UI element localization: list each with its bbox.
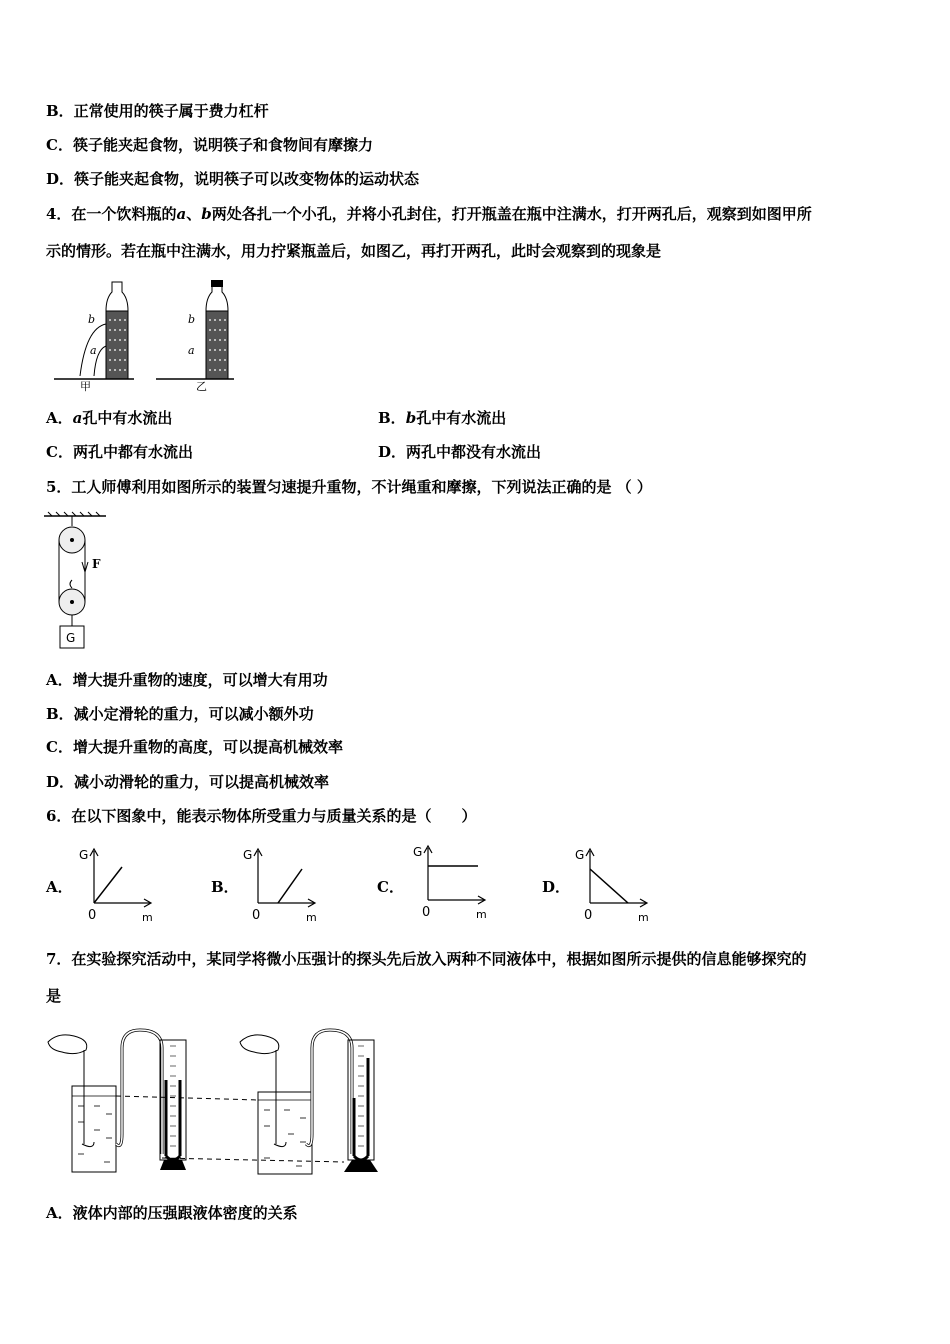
bottle-jia [54, 282, 134, 379]
q6-graph-b [242, 843, 322, 923]
q4-bottles-figure [50, 276, 250, 392]
fig-label-b-jia: b [88, 313, 96, 326]
axis-y-label: G [413, 845, 423, 859]
q7-pressure-gauge-figure [44, 1024, 394, 1182]
axis-x-label: m [638, 911, 649, 924]
q4-stem-line2: 示的情形。若在瓶中注满水，用力拧紧瓶盖后，如图乙，再打开两孔，此时会观察到的现象是 [46, 242, 662, 260]
q3-option-d: D．筷子能夹起食物，说明筷子可以改变物体的运动状态 [46, 170, 420, 188]
q5-option-c: C．增大提升重物的高度，可以提高机械效率 [46, 738, 343, 756]
q4-option-a-post: 孔中有水流出 [82, 409, 173, 427]
q6-graph-d [574, 843, 654, 923]
q4-option-a [46, 408, 172, 428]
axis-x-label: m [306, 911, 317, 924]
axis-y-label: G [79, 848, 89, 862]
q4-sep: 、 [186, 205, 202, 223]
axis-x-label: m [476, 908, 487, 921]
axis-origin: 0 [252, 908, 261, 923]
q4-option-d: D．两孔中都没有水流出 [378, 443, 542, 461]
q6-label-a: A． [46, 878, 73, 896]
q7-stem-line1: 7．在实验探究活动中，某同学将微小压强计的探头先后放入两种不同液体中，根据如图所示提供的信息能够探究的 [46, 950, 807, 968]
q6-label-b: B． [211, 878, 239, 896]
apparatus-right [240, 1030, 378, 1174]
fig-label-a-yi: a [188, 344, 195, 357]
q6-label-d: D． [542, 878, 571, 896]
q5-stem: 5．工人师傅利用如图所示的装置匀速提升重物，不计绳重和摩擦，下列说法正确的是 （ ） [46, 478, 652, 496]
q5-option-b: B．减小定滑轮的重力，可以减小额外功 [46, 705, 314, 723]
q7-stem-line2: 是 [46, 987, 62, 1005]
q5-option-d: D．减小动滑轮的重力，可以提高机械效率 [46, 773, 330, 791]
q4-var-b: b [201, 205, 212, 223]
q4-option-a-var: a [72, 409, 83, 427]
q4-option-c: C．两孔中都有水流出 [46, 443, 193, 461]
axis-origin: 0 [422, 905, 431, 920]
axis-origin: 0 [88, 908, 97, 923]
q4-option-b-post: 孔中有水流出 [416, 409, 507, 427]
axis-y-label: G [243, 848, 253, 862]
q4-option-b [378, 408, 506, 428]
q4-option-a-pre: A． [46, 409, 73, 427]
q4-option-b-pre: B． [378, 409, 406, 427]
q4-stem-post: 两处各扎一个小孔，并将小孔封住，打开瓶盖在瓶中注满水，打开两孔后，观察到如图甲所 [211, 205, 812, 223]
q6-graph-c [412, 840, 492, 920]
q4-stem-pre: 4．在一个饮料瓶的 [46, 205, 177, 223]
q5-pulley-figure [44, 512, 114, 654]
pulley-weight-label: G [66, 631, 76, 645]
q6-graph-a [78, 843, 158, 923]
q4-option-b-var: b [405, 409, 417, 427]
fig-label-b-yi: b [188, 313, 196, 326]
q7-option-a: A．液体内部的压强跟液体密度的关系 [46, 1204, 298, 1222]
fig-label-yi: 乙 [196, 380, 207, 393]
fig-label-a-jia: a [90, 344, 97, 357]
q6-label-c: C． [377, 878, 404, 896]
axis-origin: 0 [584, 908, 593, 923]
q3-option-c: C．筷子能夹起食物，说明筷子和食物间有摩擦力 [46, 136, 373, 154]
q5-option-a: A．增大提升重物的速度，可以增大有用功 [46, 671, 328, 689]
q3-option-b: B．正常使用的筷子属于费力杠杆 [46, 102, 269, 120]
apparatus-left [48, 1030, 186, 1172]
q6-stem: 6．在以下图象中，能表示物体所受重力与质量关系的是（ ） [46, 807, 477, 825]
fig-label-jia: 甲 [80, 380, 91, 393]
axis-x-label: m [142, 911, 153, 924]
q4-stem-line1 [46, 204, 812, 224]
bottle-yi [156, 280, 234, 379]
pulley-force-label: F [92, 557, 101, 571]
q4-var-a: a [176, 205, 187, 223]
axis-y-label: G [575, 848, 585, 862]
